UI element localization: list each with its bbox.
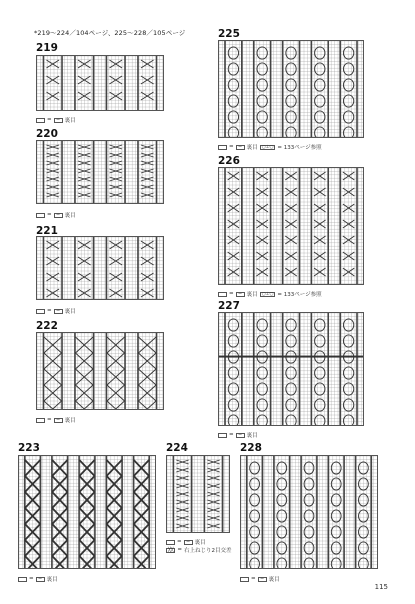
knit-symbol bbox=[36, 309, 45, 314]
pattern-number-220: 220 bbox=[36, 128, 58, 140]
legend-221 bbox=[36, 307, 76, 315]
knit-symbol bbox=[218, 145, 227, 150]
legend-ura: 裏目 bbox=[46, 577, 58, 583]
chart-222 bbox=[36, 332, 164, 410]
pattern-number-225: 225 bbox=[218, 28, 240, 40]
chart-grid bbox=[219, 168, 363, 284]
chart-225 bbox=[218, 40, 364, 138]
legend-ura: 裏目 bbox=[246, 433, 258, 439]
legend-ura: 裏目 bbox=[246, 292, 258, 298]
chart-grid bbox=[37, 56, 163, 110]
legend-ref133: = 133ページ参照 bbox=[277, 145, 322, 151]
purl-symbol: − bbox=[184, 540, 193, 545]
legend-ura: 裏目 bbox=[64, 418, 76, 424]
chart-220 bbox=[36, 140, 164, 204]
legend-ura: 裏目 bbox=[246, 145, 258, 151]
legend-224-cross bbox=[166, 546, 232, 554]
chart-219 bbox=[36, 55, 164, 111]
legend-219 bbox=[36, 116, 76, 124]
legend-ura: 裏目 bbox=[64, 213, 76, 219]
pattern-number-226: 226 bbox=[218, 155, 240, 167]
pattern-number-227: 227 bbox=[218, 300, 240, 312]
legend-eq: = bbox=[177, 539, 182, 545]
purl-symbol: − bbox=[54, 118, 63, 123]
pattern-number-223: 223 bbox=[18, 442, 40, 454]
legend-227 bbox=[218, 431, 258, 439]
chart-227 bbox=[218, 312, 364, 426]
legend-224 bbox=[166, 538, 206, 546]
legend-eq: = bbox=[229, 291, 234, 297]
legend-223 bbox=[18, 575, 58, 583]
legend-eq: = bbox=[177, 547, 183, 553]
legend-ura: 裏目 bbox=[64, 118, 76, 124]
chart-226 bbox=[218, 167, 364, 285]
legend-eq: = bbox=[47, 212, 52, 218]
purl-symbol: − bbox=[54, 418, 63, 423]
chart-grid bbox=[37, 333, 163, 409]
chart-grid bbox=[37, 141, 163, 203]
ref-symbol: ○⊥○ bbox=[261, 144, 274, 150]
chart-224 bbox=[166, 455, 230, 533]
purl-symbol: − bbox=[258, 577, 267, 582]
knit-symbol bbox=[240, 577, 249, 582]
legend-eq: = bbox=[47, 117, 52, 123]
legend-225 bbox=[218, 143, 322, 151]
chart-228 bbox=[240, 455, 378, 569]
legend-eq: = bbox=[47, 308, 52, 314]
legend-222 bbox=[36, 416, 76, 424]
legend-eq: = bbox=[47, 417, 52, 423]
knit-symbol bbox=[36, 418, 45, 423]
chart-223 bbox=[18, 455, 156, 569]
legend-ura: 裏目 bbox=[64, 309, 76, 315]
page-number: 115 bbox=[374, 583, 388, 591]
chart-grid bbox=[19, 456, 155, 568]
purl-symbol: − bbox=[54, 213, 63, 218]
purl-symbol: − bbox=[36, 577, 45, 582]
legend-220 bbox=[36, 211, 76, 219]
pattern-number-221: 221 bbox=[36, 225, 58, 237]
purl-symbol: − bbox=[236, 433, 245, 438]
legend-eq: = bbox=[229, 144, 234, 150]
purl-symbol: − bbox=[236, 145, 245, 150]
knit-symbol bbox=[18, 577, 27, 582]
chart-grid bbox=[167, 456, 229, 532]
cross-symbol: ╳╳ bbox=[168, 547, 174, 553]
pattern-number-228: 228 bbox=[240, 442, 262, 454]
legend-228 bbox=[240, 575, 280, 583]
legend-ura: 裏目 bbox=[268, 577, 280, 583]
purl-symbol: − bbox=[236, 292, 245, 297]
purl-symbol: − bbox=[54, 309, 63, 314]
chart-grid bbox=[219, 41, 363, 137]
knit-symbol bbox=[218, 292, 227, 297]
knit-symbol bbox=[36, 213, 45, 218]
ref-symbol: ○⊥○ bbox=[261, 291, 274, 297]
pattern-number-222: 222 bbox=[36, 320, 58, 332]
chart-221 bbox=[36, 236, 164, 300]
knit-symbol bbox=[166, 540, 175, 545]
legend-ref133: = 133ページ参照 bbox=[277, 292, 322, 298]
chart-grid bbox=[241, 456, 377, 568]
knit-symbol bbox=[218, 433, 227, 438]
pattern-number-219: 219 bbox=[36, 42, 58, 54]
knit-symbol bbox=[36, 118, 45, 123]
legend-eq: = bbox=[29, 576, 34, 582]
chart-grid bbox=[219, 313, 363, 425]
legend-226 bbox=[218, 290, 322, 298]
pattern-number-224: 224 bbox=[166, 442, 188, 454]
legend-ura: 裏目 bbox=[194, 540, 206, 546]
legend-migi: 右上ねじり2目交差 bbox=[184, 548, 232, 554]
page-header: *219〜224／104ページ、225〜228／105ページ bbox=[34, 29, 186, 37]
chart-grid bbox=[37, 237, 163, 299]
legend-eq: = bbox=[229, 432, 234, 438]
legend-eq: = bbox=[251, 576, 256, 582]
